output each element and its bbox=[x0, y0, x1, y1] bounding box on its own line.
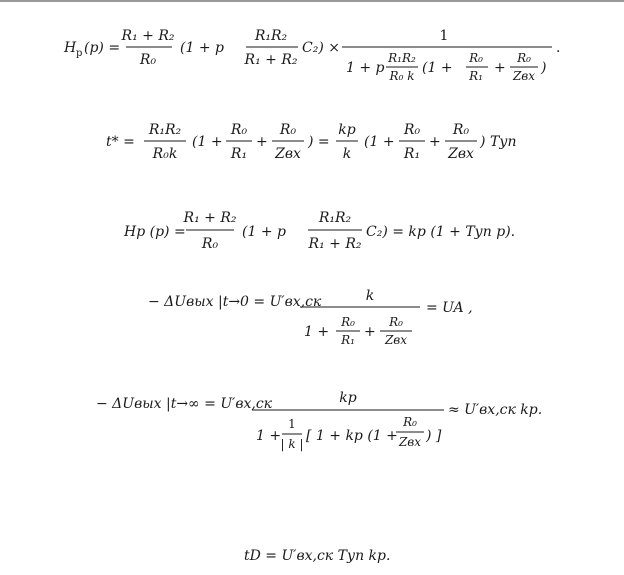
eq4-tail: = UA , bbox=[426, 300, 473, 316]
eq2-f3-den: Zвх bbox=[275, 146, 301, 162]
eq5-f3-num: R₀ bbox=[403, 415, 417, 429]
eq1-den-1p: 1 + p bbox=[346, 60, 385, 76]
eq5-den-close: ) ] bbox=[426, 428, 442, 444]
equation-5 bbox=[96, 390, 542, 451]
equation-2 bbox=[106, 122, 516, 162]
eq6-text: tD = U′вх,ск Tуп kр. bbox=[244, 548, 391, 564]
eq1-f1-den: R₀ bbox=[139, 52, 157, 68]
eq4-f1-num: k bbox=[365, 288, 375, 304]
eq5-den-1p: 1 + bbox=[256, 428, 282, 444]
eq1-open2: (1 + bbox=[422, 60, 453, 76]
eq4-f2-den: R₁ bbox=[341, 333, 355, 347]
eq1-f2-den: R₁ + R₂ bbox=[244, 52, 298, 68]
eq2-tail: Tуп bbox=[490, 134, 517, 150]
eq2-plus1: + bbox=[256, 134, 268, 150]
eq1-lhs-sub: р bbox=[76, 48, 83, 59]
eq3-open: (1 + p bbox=[242, 224, 286, 240]
eq2-f6-den: Zвх bbox=[448, 146, 474, 162]
eq5-den-mid: [ 1 + kр (1 + bbox=[306, 428, 398, 444]
eq1-f6-den: Zвх bbox=[512, 69, 536, 83]
eq1-f6-num: R₀ bbox=[517, 51, 531, 65]
eq1-lhs-H: H bbox=[64, 40, 77, 56]
eq1-f5-den: R₁ bbox=[469, 69, 483, 83]
eq2-f2-den: R₁ bbox=[230, 146, 248, 162]
eq2-f4-num: kр bbox=[338, 122, 356, 138]
eq2-close-eq: ) = bbox=[308, 134, 330, 150]
eq2-close2: ) bbox=[480, 134, 486, 150]
eq1-f1-num: R₁ + R₂ bbox=[121, 28, 175, 44]
eq2-open2: (1 + bbox=[364, 134, 395, 150]
eq5-f2-den: | k | bbox=[280, 437, 304, 451]
eq4-f3-num: R₀ bbox=[389, 315, 403, 329]
eq5-lhs: − ΔUвых |t→∞ = U′вх,ск bbox=[96, 396, 273, 412]
eq2-f4-den: k bbox=[342, 146, 352, 162]
eq3-tail: C₂) = kр (1 + Tуп p). bbox=[366, 224, 516, 240]
eq1-f5-num: R₀ bbox=[469, 51, 483, 65]
eq2-f5-den: R₁ bbox=[403, 146, 421, 162]
eq1-f4-den: R₀ k bbox=[389, 69, 415, 83]
eq1-open1: (1 + p bbox=[180, 40, 224, 56]
eq4-lhs: − ΔUвых |t→0 = U′вх,ск bbox=[148, 294, 322, 310]
eq1-plus: + bbox=[494, 60, 506, 76]
equation-1 bbox=[63, 28, 560, 83]
eq2-f2-num: R₀ bbox=[230, 122, 248, 138]
eq1-dot: . bbox=[556, 40, 561, 56]
eq2-lhs: t* = bbox=[106, 134, 135, 150]
eq3-f1-den: R₀ bbox=[201, 236, 219, 252]
eq2-open1: (1 + bbox=[192, 134, 223, 150]
eq2-f5-num: R₀ bbox=[403, 122, 421, 138]
eq4-f3-den: Zвх bbox=[384, 333, 408, 347]
equation-6 bbox=[244, 548, 390, 564]
eq2-f1-den: R₀k bbox=[152, 146, 178, 162]
eq3-f2-num: R₁R₂ bbox=[318, 210, 352, 226]
eq5-f1-num: kр bbox=[339, 390, 357, 406]
eq4-plus: + bbox=[364, 324, 376, 340]
eq5-tail: ≈ U′вх,ск kр. bbox=[448, 402, 543, 418]
equation-4 bbox=[148, 288, 473, 347]
eq4-f2-num: R₀ bbox=[341, 315, 355, 329]
eq3-f1-num: R₁ + R₂ bbox=[183, 210, 237, 226]
eq4-den-1p: 1 + bbox=[304, 324, 330, 340]
eq1-lhs-arg: (p) = bbox=[84, 40, 121, 56]
eq3-lhs: Hр (p) = bbox=[124, 224, 186, 240]
eq1-f2-num: R₁R₂ bbox=[254, 28, 288, 44]
eq2-f3-num: R₀ bbox=[279, 122, 297, 138]
eq5-f3-den: Zвх bbox=[398, 435, 422, 449]
eq1-c2: C₂) × bbox=[302, 40, 340, 56]
equation-3 bbox=[123, 210, 515, 252]
eq5-f2-num: 1 bbox=[288, 417, 296, 431]
eq1-f4-num: R₁R₂ bbox=[388, 51, 416, 65]
eq3-f2-den: R₁ + R₂ bbox=[308, 236, 362, 252]
eq2-f6-num: R₀ bbox=[452, 122, 470, 138]
eq1-f3-num: 1 bbox=[439, 28, 449, 44]
eq2-f1-num: R₁R₂ bbox=[148, 122, 182, 138]
eq2-plus2: + bbox=[429, 134, 441, 150]
eq1-close: ) bbox=[541, 60, 547, 76]
